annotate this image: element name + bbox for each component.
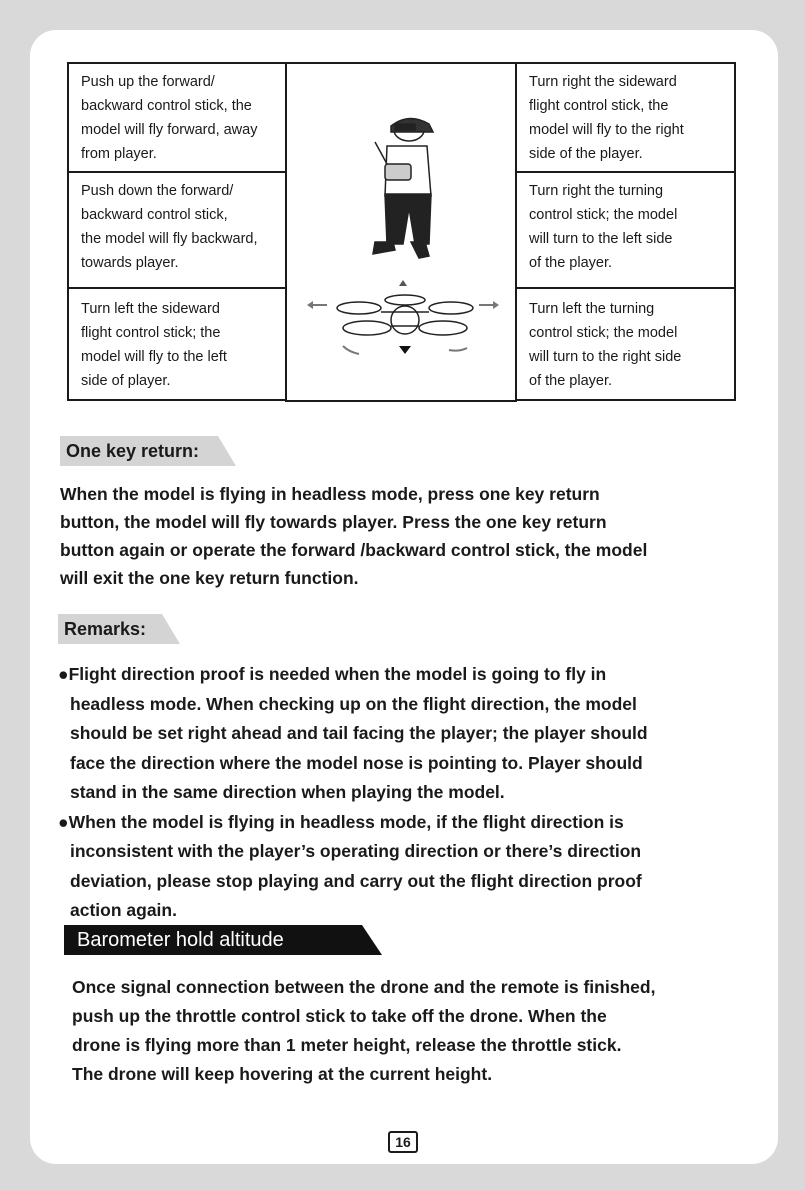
player-figure — [373, 118, 433, 258]
cell-forward — [67, 62, 287, 173]
cell-line: from player. — [81, 146, 157, 162]
cell-line: Push up the forward/ — [81, 74, 215, 90]
cell-line: the model will fly backward, — [81, 231, 258, 247]
illustration-cell — [285, 62, 517, 402]
player-drone-illustration — [287, 64, 515, 400]
drone-icon — [337, 295, 473, 335]
cell-backward — [67, 171, 287, 289]
cell-line: backward control stick, the — [81, 98, 252, 114]
barometer-heading — [64, 925, 382, 955]
backward-arrow-icon — [399, 346, 411, 354]
left-arrow-icon — [307, 301, 327, 309]
cell-line: will turn to the right side — [529, 349, 682, 365]
text-line: drone is flying more than 1 meter height, release the throttle stick. — [72, 1035, 622, 1055]
remark-line: stand in the same direction when playing the model. — [70, 782, 505, 802]
remark-line: ●When the model is flying in headless mode, if the flight direction is — [58, 811, 624, 832]
cell-line: model will fly forward, away — [81, 122, 258, 138]
remark-line: should be set right ahead and tail facing the player; the player should — [70, 723, 648, 743]
cell-right — [515, 62, 736, 173]
remark-line: deviation, please stop playing and carry out the flight direction proof — [70, 870, 642, 891]
cell-left — [67, 287, 287, 401]
remark-line: face the direction where the model nose is pointing to. Player should — [70, 752, 643, 773]
cell-line: Turn left the sideward — [81, 301, 220, 317]
direction-table — [67, 62, 736, 400]
one-key-return-title: One key return: — [66, 441, 200, 461]
page-number: 16 — [388, 1131, 418, 1153]
remarks-heading — [58, 614, 186, 644]
forward-arrow-icon — [399, 280, 407, 286]
cell-turn-right — [515, 171, 736, 289]
text-line: When the model is flying in headless mode, press one key return — [60, 484, 600, 504]
cell-line: control stick; the model — [529, 325, 678, 341]
text-line: The drone will keep hovering at the current height. — [72, 1064, 493, 1084]
text-line: button, the model will fly towards player. Press the one key return — [60, 512, 607, 532]
remark-line: headless mode. When checking up on the flight direction, the model — [70, 693, 637, 714]
text-line: push up the throttle control stick to take off the drone. When the — [72, 1006, 607, 1026]
remark-line: ●Flight direction proof is needed when the model is going to fly in — [58, 664, 607, 684]
cell-line: Turn right the sideward — [529, 74, 677, 90]
remark-line: action again. — [70, 900, 177, 920]
cell-line: Turn right the turning — [529, 183, 664, 199]
rotate-left-arrow-icon — [343, 346, 359, 354]
cell-line: of the player. — [529, 373, 613, 389]
right-arrow-icon — [479, 301, 499, 309]
cell-line: control stick; the model — [529, 207, 678, 223]
barometer-text — [72, 973, 655, 1089]
text-line: Once signal connection between the drone and the remote is finished, — [72, 977, 656, 997]
text-line: will exit the one key return function. — [60, 568, 359, 588]
cell-line: side of the player. — [529, 146, 643, 162]
one-key-return-heading — [60, 436, 242, 466]
barometer-title: Barometer hold altitude — [77, 929, 284, 951]
cell-line: Turn left the turning — [529, 301, 655, 317]
cell-line: side of player. — [81, 373, 171, 389]
cell-line: flight control stick; the — [81, 325, 221, 341]
remarks-list — [58, 660, 648, 926]
cell-line: model will fly to the left — [81, 349, 227, 365]
cell-line: flight control stick, the — [529, 98, 669, 114]
cell-line: towards player. — [81, 255, 179, 271]
remarks-title: Remarks: — [64, 619, 147, 639]
rotate-right-arrow-icon — [449, 348, 467, 351]
cell-line: Push down the forward/ — [81, 183, 234, 199]
cell-line: of the player. — [529, 255, 613, 271]
manual-page — [30, 30, 778, 1164]
cell-line: will turn to the left side — [529, 231, 673, 247]
remark-line: inconsistent with the player’s operating direction or there’s direction — [70, 841, 642, 861]
cell-line: model will fly to the right — [529, 122, 684, 138]
cell-line: backward control stick, — [81, 207, 228, 223]
text-line: button again or operate the forward /backward control stick, the model — [60, 540, 648, 560]
one-key-return-text — [60, 480, 647, 592]
cell-turn-left — [515, 287, 736, 401]
